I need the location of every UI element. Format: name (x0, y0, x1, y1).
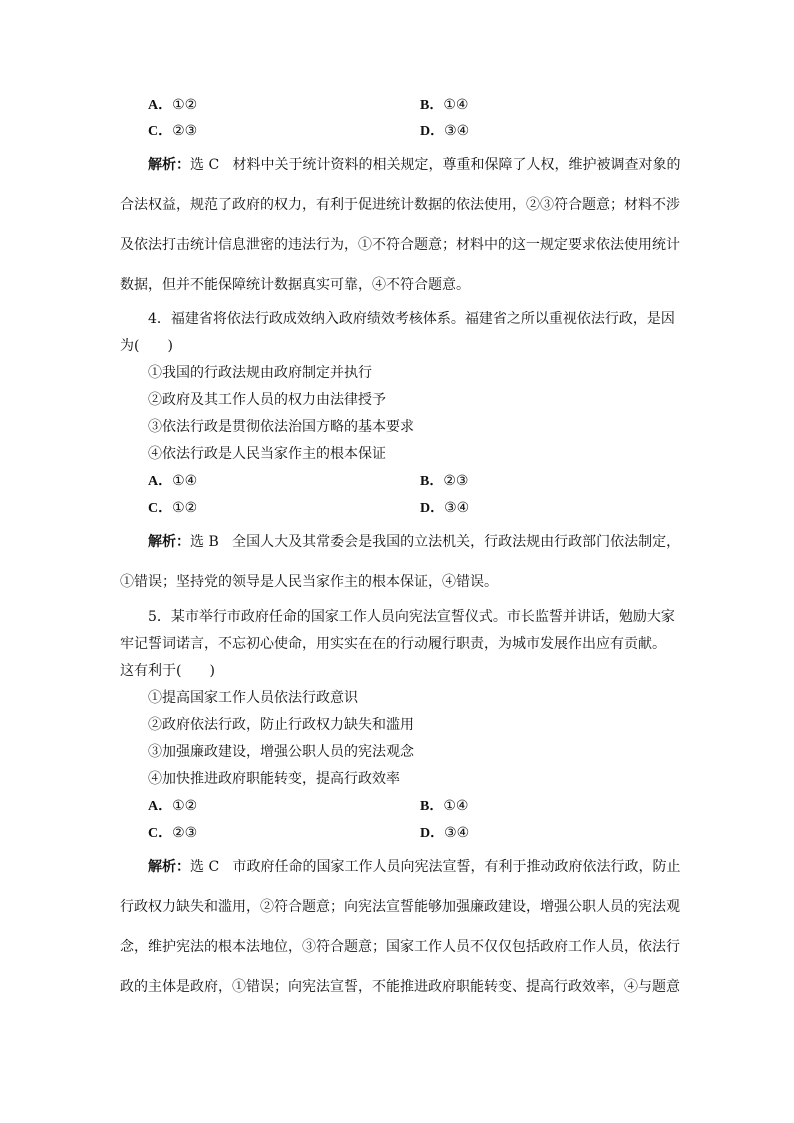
option-value: ③④ (444, 825, 470, 841)
q5-analysis-line-2: 行政权力缺失和滥用，②符合题意；向宪法宣誓能够加强廉政建设，增强公职人员的宪法观 (120, 899, 680, 915)
q5-statement-3: ③加强廉政建设，增强公职人员的宪法观念 (148, 744, 414, 760)
analysis-choice: 选 B (190, 534, 219, 550)
q4-statement-4: ④依法行政是人民当家作主的根本保证 (148, 446, 386, 462)
option-letter: D． (420, 124, 445, 139)
q3-analysis-line-2: 合法权益，规范了政府的权力，有利于促进统计数据的依法使用，②③符合题意；材料不涉 (120, 197, 680, 213)
q3-option-c (148, 122, 197, 141)
q5-stem-line-2: 牢记誓词诺言，不忘初心使命，用实实在在的行动履行职责，为城市发展作出应有贡献。 (120, 636, 666, 652)
option-value: ①④ (443, 97, 469, 113)
analysis-choice: 选 C (190, 157, 220, 173)
q4-statement-1: ①我国的行政法规由政府制定并执行 (148, 365, 372, 381)
q4-analysis-line-1 (148, 533, 680, 551)
q5-stem-line-3: 这有利于( ) (120, 663, 215, 679)
analysis-text: 全国人大及其常委会是我国的立法机关，行政法规由行政部门依法制定， (232, 534, 681, 550)
q4-option-b (420, 472, 468, 491)
q4-stem-line-2: 为( ) (120, 338, 173, 354)
analysis-text: 市政府任命的国家工作人员向宪法宣誓，有利于推动政府依法行政，防止 (232, 859, 681, 875)
option-value: ①② (172, 798, 198, 814)
option-letter: B． (420, 474, 444, 489)
option-value: ①② (172, 500, 198, 516)
q4-statement-2: ②政府及其工作人员的权力由法律授予 (148, 392, 386, 408)
option-letter: A． (148, 98, 173, 113)
option-value: ①④ (443, 798, 469, 814)
q3-option-d (420, 122, 469, 141)
q3-analysis-line-1 (148, 156, 681, 174)
analysis-text: 材料中关于统计资料的相关规定，尊重和保障了人权，维护被调查对象的 (232, 157, 681, 173)
option-value: ②③ (443, 473, 469, 489)
option-value: ①④ (172, 473, 198, 489)
q4-option-d (420, 499, 469, 518)
q5-analysis-line-4: 政的主体是政府，①错误；向宪法宣誓，不能推进政府职能转变、提高行政效率，④与题意 (120, 979, 680, 995)
option-value: ①② (172, 97, 198, 113)
q5-stem-line-1: 5．某市举行市政府任命的国家工作人员向宪法宣誓仪式。市长监誓并讲话，勉励大家 (148, 609, 675, 625)
q5-option-a (148, 797, 197, 816)
q5-analysis-line-3: 念，维护宪法的根本法地位，③符合题意；国家工作人员不仅仅包括政府工作人员，依法行 (120, 939, 680, 955)
analysis-head: 解析： (148, 157, 190, 173)
q4-stem-line-1: 4．福建省将依法行政成效纳入政府绩效考核体系。福建省之所以重视依法行政，是因 (148, 311, 675, 327)
q3-option-b (420, 96, 468, 115)
q5-analysis-line-1 (148, 858, 681, 876)
q4-statement-3: ③依法行政是贯彻依法治国方略的基本要求 (148, 419, 414, 435)
option-value: ③④ (444, 500, 470, 516)
option-value: ③④ (444, 123, 470, 139)
q5-option-c (148, 824, 197, 843)
option-letter: C． (148, 124, 173, 139)
q4-analysis-line-2: ①错误；坚持党的领导是人民当家作主的根本保证，④错误。 (120, 574, 498, 590)
option-value: ②③ (172, 825, 198, 841)
analysis-head: 解析： (148, 859, 190, 875)
analysis-head: 解析： (148, 534, 190, 550)
option-letter: A． (148, 799, 173, 814)
q3-analysis-line-4: 数据，但并不能保障统计数据真实可靠，④不符合题意。 (120, 277, 470, 293)
q3-option-a (148, 96, 197, 115)
option-letter: D． (420, 501, 445, 516)
option-letter: D． (420, 826, 445, 841)
analysis-choice: 选 C (190, 859, 220, 875)
q4-option-c (148, 499, 197, 518)
option-letter: C． (148, 826, 173, 841)
option-letter: B． (420, 799, 444, 814)
q5-statement-1: ①提高国家工作人员依法行政意识 (148, 690, 358, 706)
q5-option-d (420, 824, 469, 843)
option-letter: A． (148, 474, 173, 489)
q3-analysis-line-3: 及依法打击统计信息泄密的违法行为，①不符合题意；材料中的这一规定要求依法使用统计 (120, 237, 680, 253)
q4-option-a (148, 472, 197, 491)
option-letter: B． (420, 98, 444, 113)
option-value: ②③ (172, 123, 198, 139)
option-letter: C． (148, 501, 173, 516)
q5-option-b (420, 797, 468, 816)
q5-statement-4: ④加快推进政府职能转变，提高行政效率 (148, 771, 400, 787)
q5-statement-2: ②政府依法行政，防止行政权力缺失和滥用 (148, 717, 414, 733)
